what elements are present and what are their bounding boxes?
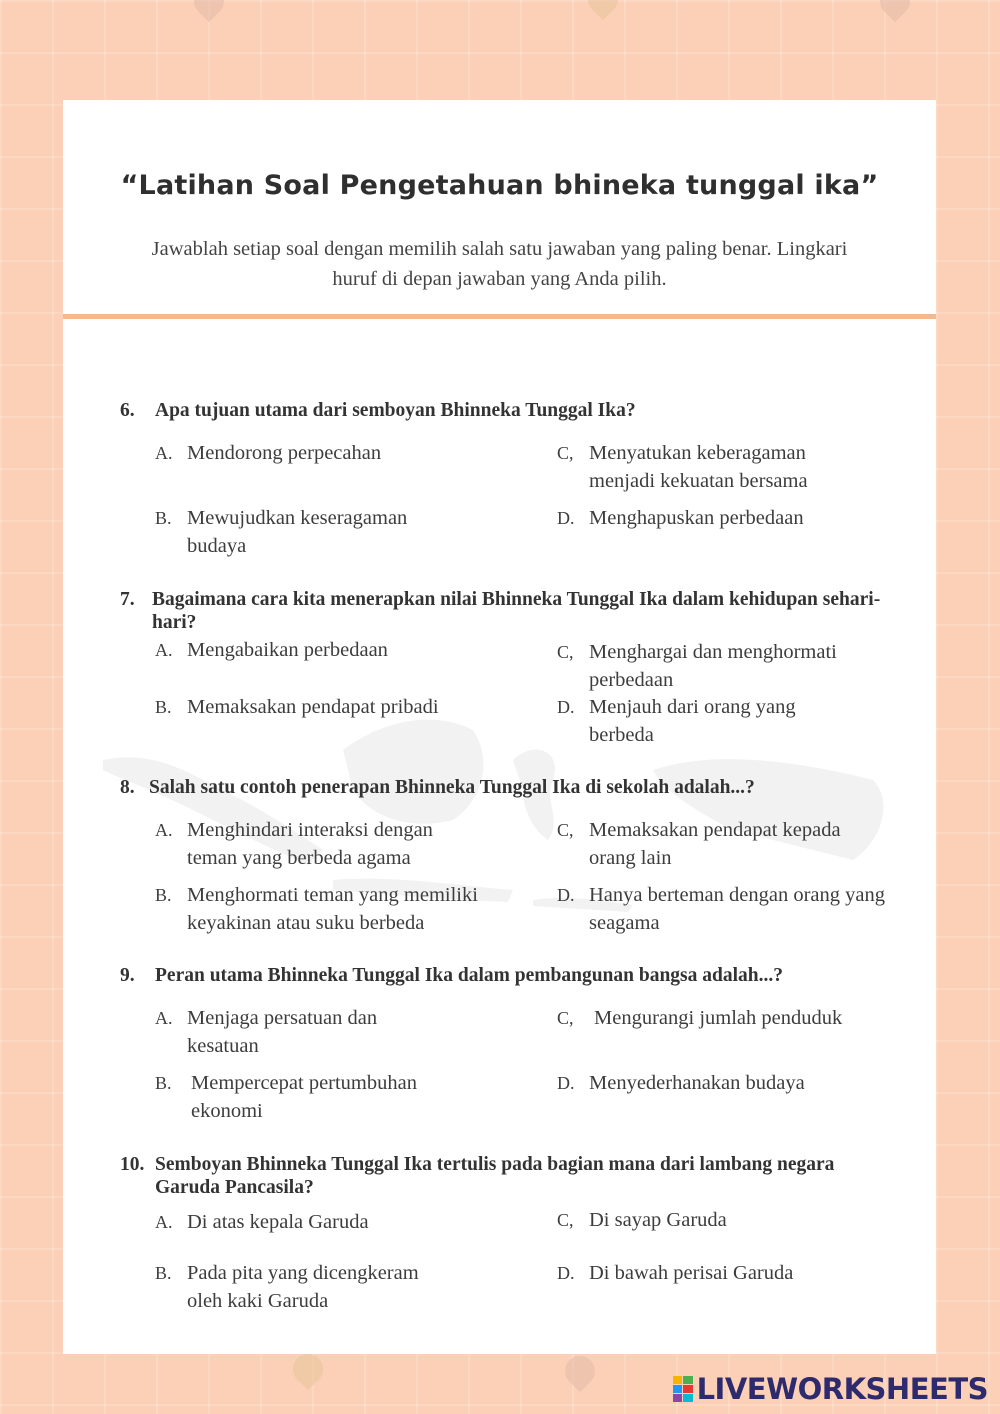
option-a[interactable]: A. Mengabaikan perbedaan bbox=[155, 639, 388, 661]
liveworksheets-logo-icon bbox=[673, 1376, 693, 1402]
liveworksheets-logo[interactable] bbox=[673, 1372, 988, 1406]
option-a[interactable]: A. Menghindari interaksi dengan teman yang berbeda agama bbox=[155, 819, 433, 869]
option-c[interactable]: C, Menyatukan keberagaman menjadi kekuatan bersama bbox=[557, 442, 808, 492]
option-b[interactable]: B. Menghormati teman yang memiliki keyakinan atau suku berbeda bbox=[155, 884, 478, 934]
question-10 bbox=[120, 1153, 910, 1312]
question-number: 8. bbox=[120, 777, 135, 798]
option-b[interactable]: B. Mewujudkan keseragaman budaya bbox=[155, 507, 408, 557]
question-number: 6. bbox=[120, 400, 135, 421]
decorative-petal-icon bbox=[287, 1348, 329, 1390]
option-d[interactable]: D. Menjauh dari orang yang berbeda bbox=[557, 696, 796, 746]
decorative-petal-icon bbox=[874, 0, 916, 22]
option-a[interactable]: A. Di atas kepala Garuda bbox=[155, 1211, 369, 1233]
option-d[interactable]: D. Menghapuskan perbedaan bbox=[557, 507, 804, 529]
question-number: 10. bbox=[120, 1154, 145, 1175]
question-9 bbox=[120, 964, 910, 1122]
decorative-petal-icon bbox=[188, 0, 230, 22]
decorative-petal-icon bbox=[582, 0, 624, 20]
question-text: Apa tujuan utama dari semboyan Bhinneka Tunggal Ika? bbox=[155, 400, 636, 421]
option-b[interactable]: B. Pada pita yang dicengkeram oleh kaki Garuda bbox=[155, 1262, 419, 1312]
option-a[interactable]: A. Mendorong perpecahan bbox=[155, 442, 382, 464]
question-text: Salah satu contoh penerapan Bhinneka Tunggal Ika di sekolah adalah...? bbox=[149, 777, 755, 798]
option-d[interactable]: D. Menyederhanakan budaya bbox=[557, 1072, 805, 1094]
page-title: “Latihan Soal Pengetahuan bhineka tunggal ika” bbox=[120, 170, 879, 201]
instructions-text: Jawablah setiap soal dengan memilih salah satu jawaban yang paling benar. Lingkari huruf di depan jawaban yang Anda pilih. bbox=[151, 238, 848, 290]
option-b[interactable]: B. Memaksakan pendapat pribadi bbox=[155, 696, 439, 718]
option-d[interactable]: D. Hanya berteman dengan orang yang seagama bbox=[557, 884, 885, 934]
question-6 bbox=[120, 399, 910, 557]
header-divider bbox=[63, 314, 936, 319]
question-number: 7. bbox=[120, 589, 135, 610]
option-a[interactable]: A. Menjaga persatuan dan kesatuan bbox=[155, 1007, 378, 1057]
option-c[interactable]: C, Di sayap Garuda bbox=[557, 1209, 727, 1231]
worksheet-page bbox=[63, 100, 936, 1354]
decorative-petal-icon bbox=[559, 1350, 601, 1392]
option-d[interactable]: D. Di bawah perisai Garuda bbox=[557, 1262, 794, 1284]
option-c[interactable]: C, Menghargai dan menghormati perbedaan bbox=[557, 641, 837, 691]
question-number: 9. bbox=[120, 965, 135, 986]
question-text: Semboyan Bhinneka Tunggal Ika tertulis pada bagian mana dari lambang negara Garuda Pancasila? bbox=[155, 1154, 835, 1198]
option-c[interactable]: C, Memaksakan pendapat kepada orang lain bbox=[557, 819, 841, 869]
logo-text: LIVEWORKSHEETS bbox=[696, 1372, 988, 1406]
option-c[interactable]: C, Mengurangi jumlah penduduk bbox=[557, 1007, 843, 1029]
question-text: Bagaimana cara kita menerapkan nilai Bhinneka Tunggal Ika dalam kehidupan sehari-hari? bbox=[152, 589, 881, 633]
question-text: Peran utama Bhinneka Tunggal Ika dalam pembangunan bangsa adalah...? bbox=[155, 965, 783, 986]
question-8 bbox=[120, 776, 910, 934]
question-7 bbox=[120, 588, 910, 746]
option-b[interactable]: B. Mempercepat pertumbuhan ekonomi bbox=[155, 1072, 417, 1122]
